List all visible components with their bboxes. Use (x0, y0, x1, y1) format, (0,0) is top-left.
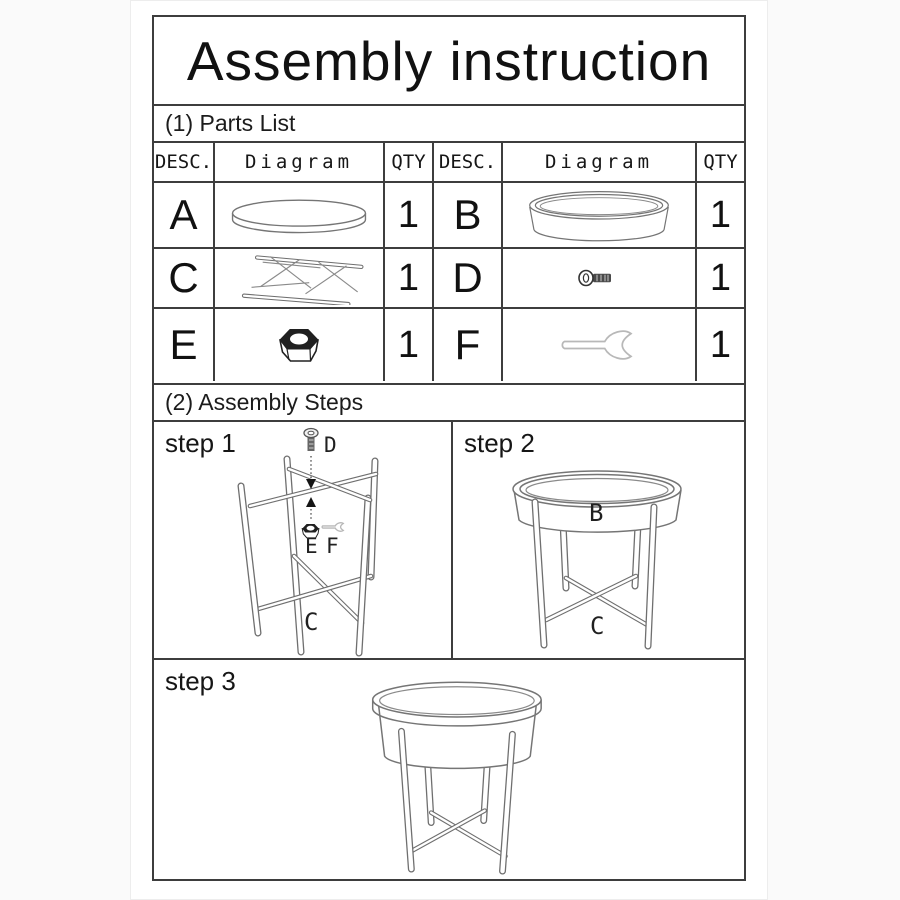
part-desc-c: C (154, 249, 215, 309)
col-header-diagram-left: Diagram (215, 143, 385, 183)
step2-panel (453, 422, 744, 658)
assembly-steps-label: (2) Assembly Steps (165, 389, 364, 415)
step2-tray-label: B (589, 499, 604, 527)
col-header-qty-right: QTY (697, 143, 744, 183)
step1-bolt-label: D (324, 433, 337, 457)
col-header-desc-left: DESC. (154, 143, 215, 183)
step2-frame-label: C (590, 612, 605, 640)
part-diagram-nut-icon (215, 309, 385, 381)
steps-row-1 (154, 422, 744, 660)
step1-nut-label: E (305, 534, 318, 558)
folded-leg-frame-icon (229, 251, 369, 305)
part-diagram-wrench-icon (503, 309, 697, 381)
step1-wrench-icon (322, 523, 343, 532)
parts-table (154, 143, 744, 385)
wrench-icon (552, 324, 647, 366)
page-title: Assembly instruction (186, 29, 712, 92)
step3-label: step 3 (165, 666, 236, 696)
parts-list-label: (1) Parts List (165, 110, 296, 136)
col-header-qty-left: QTY (385, 143, 434, 183)
part-diagram-tray-icon (503, 183, 697, 249)
step2-label: step 2 (464, 428, 535, 458)
tray-icon (520, 186, 678, 244)
instruction-sheet (130, 0, 768, 900)
part-desc-a: A (154, 183, 215, 249)
title-row (154, 17, 744, 106)
part-diagram-folded-frame-icon (215, 249, 385, 309)
part-diagram-table-top-icon (215, 183, 385, 249)
step1-panel (154, 422, 453, 658)
part-qty-a: 1 (385, 183, 434, 249)
part-desc-f: F (434, 309, 503, 381)
step3-panel (154, 660, 744, 879)
part-desc-d: D (434, 249, 503, 309)
part-qty-d: 1 (697, 249, 744, 309)
col-header-desc-right: DESC. (434, 143, 503, 183)
step3-diagram (154, 660, 744, 879)
part-qty-c: 1 (385, 249, 434, 309)
part-qty-f: 1 (709, 323, 732, 366)
step1-bolt-icon (304, 429, 318, 452)
part-diagram-bolt-icon (503, 249, 697, 309)
parts-list-section-header (154, 106, 744, 143)
assembly-steps-section-header (154, 385, 744, 422)
part-desc-b: B (434, 183, 503, 249)
part-qty-b: 1 (697, 183, 744, 249)
part-qty-e: 1 (385, 309, 434, 381)
step1-frame-label: C (304, 608, 319, 636)
hex-nut-icon (275, 325, 323, 365)
col-header-diagram-right: Diagram (503, 143, 697, 183)
step1-label: step 1 (165, 428, 236, 458)
table-top-icon (225, 191, 373, 239)
document-frame (152, 15, 746, 881)
bolt-icon (577, 268, 621, 288)
step1-wrench-label: F (326, 534, 339, 558)
part-desc-e: E (154, 309, 215, 381)
